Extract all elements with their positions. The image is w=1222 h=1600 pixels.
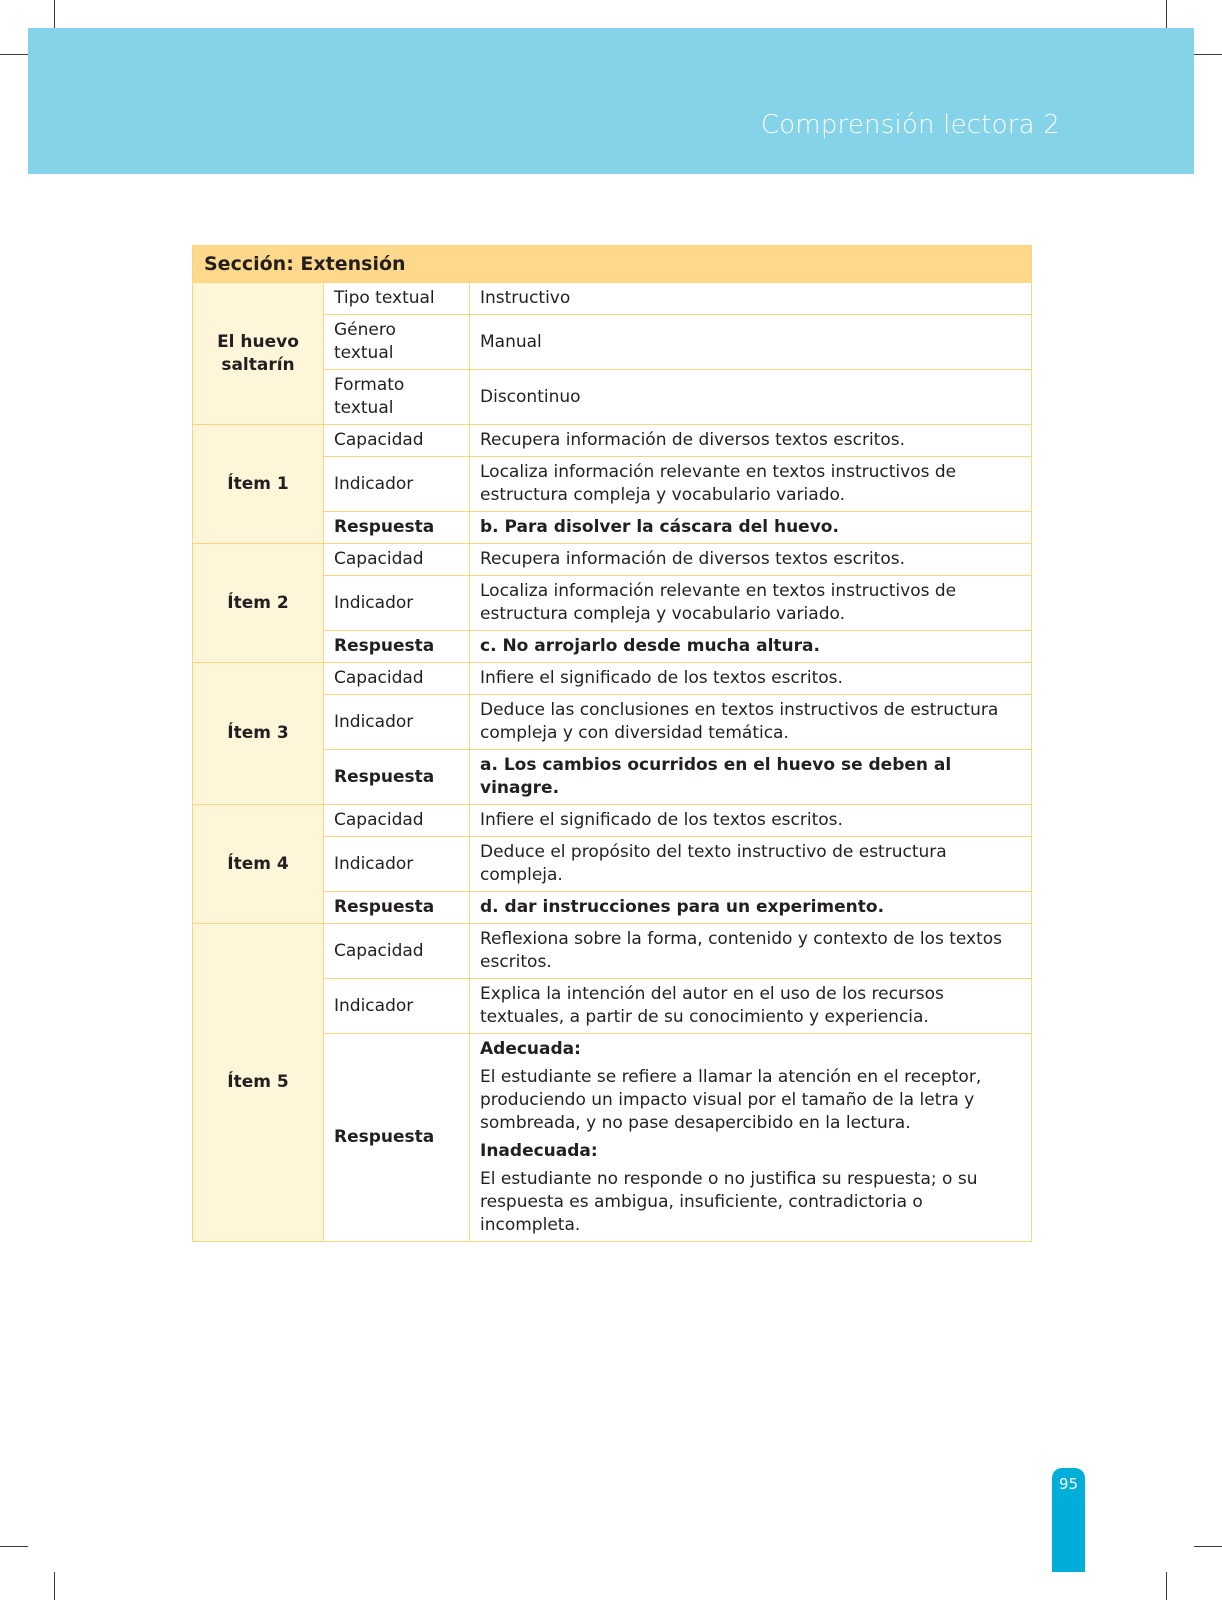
item-name: Ítem 1 bbox=[193, 425, 324, 544]
row-value: Manual bbox=[470, 315, 1032, 370]
respuesta-value bbox=[470, 1034, 1032, 1242]
capacidad-label: Capacidad bbox=[324, 663, 470, 695]
capacidad-label: Capacidad bbox=[324, 924, 470, 979]
capacidad-value: Recupera información de diversos textos escritos. bbox=[470, 425, 1032, 457]
respuesta-value: d. dar instrucciones para un experimento. bbox=[470, 892, 1032, 924]
respuesta-value: b. Para disolver la cáscara del huevo. bbox=[470, 512, 1032, 544]
crop-mark bbox=[0, 54, 28, 55]
adecuada-text: El estudiante se refiere a llamar la atención en el receptor, produciendo un impacto visual por el tamaño de la letra y sombreada, y no pase desapercibido en la lectura. bbox=[480, 1067, 982, 1133]
respuesta-value: c. No arrojarlo desde mucha altura. bbox=[470, 631, 1032, 663]
table-row bbox=[193, 663, 1032, 695]
item-name: Ítem 4 bbox=[193, 805, 324, 924]
capacidad-value: Infiere el significado de los textos escritos. bbox=[470, 805, 1032, 837]
item-name: Ítem 3 bbox=[193, 663, 324, 805]
text-name: El huevo saltarín bbox=[217, 331, 299, 375]
header-band bbox=[28, 28, 1194, 174]
indicador-value: Explica la intención del autor en el uso de los recursos textuales, a partir de su conocimiento y experiencia. bbox=[470, 979, 1032, 1034]
indicador-label: Indicador bbox=[324, 837, 470, 892]
row-label: Formato textual bbox=[324, 370, 470, 425]
indicador-label: Indicador bbox=[324, 979, 470, 1034]
row-label: Género textual bbox=[324, 315, 470, 370]
respuesta-label: Respuesta bbox=[324, 750, 470, 805]
indicador-label: Indicador bbox=[324, 695, 470, 750]
row-value: Discontinuo bbox=[470, 370, 1032, 425]
indicador-label: Indicador bbox=[324, 576, 470, 631]
row-value: Instructivo bbox=[470, 283, 1032, 315]
indicador-value: Localiza información relevante en textos instructivos de estructura compleja y vocabulario variado. bbox=[470, 457, 1032, 512]
capacidad-label: Capacidad bbox=[324, 805, 470, 837]
capacidad-value: Reflexiona sobre la forma, contenido y contexto de los textos escritos. bbox=[470, 924, 1032, 979]
crop-mark bbox=[1194, 1546, 1222, 1547]
crop-mark bbox=[54, 1572, 55, 1600]
rubric-table bbox=[192, 245, 1032, 1242]
capacidad-label: Capacidad bbox=[324, 544, 470, 576]
row-label: Tipo textual bbox=[324, 283, 470, 315]
inadecuada-text: El estudiante no responde o no justifica su respuesta; o su respuesta es ambigua, insuficiente, contradictoria o incompleta. bbox=[480, 1169, 978, 1235]
respuesta-label: Respuesta bbox=[324, 512, 470, 544]
page-number: 95 bbox=[1058, 1475, 1079, 1493]
crop-mark bbox=[0, 1546, 28, 1547]
adecuada-label: Adecuada: bbox=[480, 1039, 581, 1059]
table-row bbox=[193, 283, 1032, 315]
indicador-label: Indicador bbox=[324, 457, 470, 512]
section-title: Sección: Extensión bbox=[193, 246, 1032, 283]
crop-mark bbox=[1166, 1572, 1167, 1600]
inadecuada-label: Inadecuada: bbox=[480, 1141, 598, 1161]
item-name: Ítem 2 bbox=[193, 544, 324, 663]
item-name: Ítem 5 bbox=[193, 924, 324, 1242]
crop-mark bbox=[1194, 54, 1222, 55]
section-header-row bbox=[193, 246, 1032, 283]
indicador-value: Deduce las conclusiones en textos instructivos de estructura compleja y con diversidad temática. bbox=[470, 695, 1032, 750]
respuesta-label: Respuesta bbox=[324, 1034, 470, 1242]
capacidad-value: Recupera información de diversos textos escritos. bbox=[470, 544, 1032, 576]
header-title: Comprensión lectora 2 bbox=[760, 110, 1060, 140]
respuesta-label: Respuesta bbox=[324, 631, 470, 663]
capacidad-value: Infiere el significado de los textos escritos. bbox=[470, 663, 1032, 695]
table-row bbox=[193, 805, 1032, 837]
capacidad-label: Capacidad bbox=[324, 425, 470, 457]
indicador-value: Localiza información relevante en textos instructivos de estructura compleja y vocabulario variado. bbox=[470, 576, 1032, 631]
table-row bbox=[193, 544, 1032, 576]
respuesta-label: Respuesta bbox=[324, 892, 470, 924]
table-row bbox=[193, 924, 1032, 979]
crop-mark bbox=[1166, 0, 1167, 28]
table-row bbox=[193, 425, 1032, 457]
text-name-cell bbox=[193, 283, 324, 425]
indicador-value: Deduce el propósito del texto instructivo de estructura compleja. bbox=[470, 837, 1032, 892]
crop-mark bbox=[54, 0, 55, 28]
respuesta-value: a. Los cambios ocurridos en el huevo se deben al vinagre. bbox=[470, 750, 1032, 805]
